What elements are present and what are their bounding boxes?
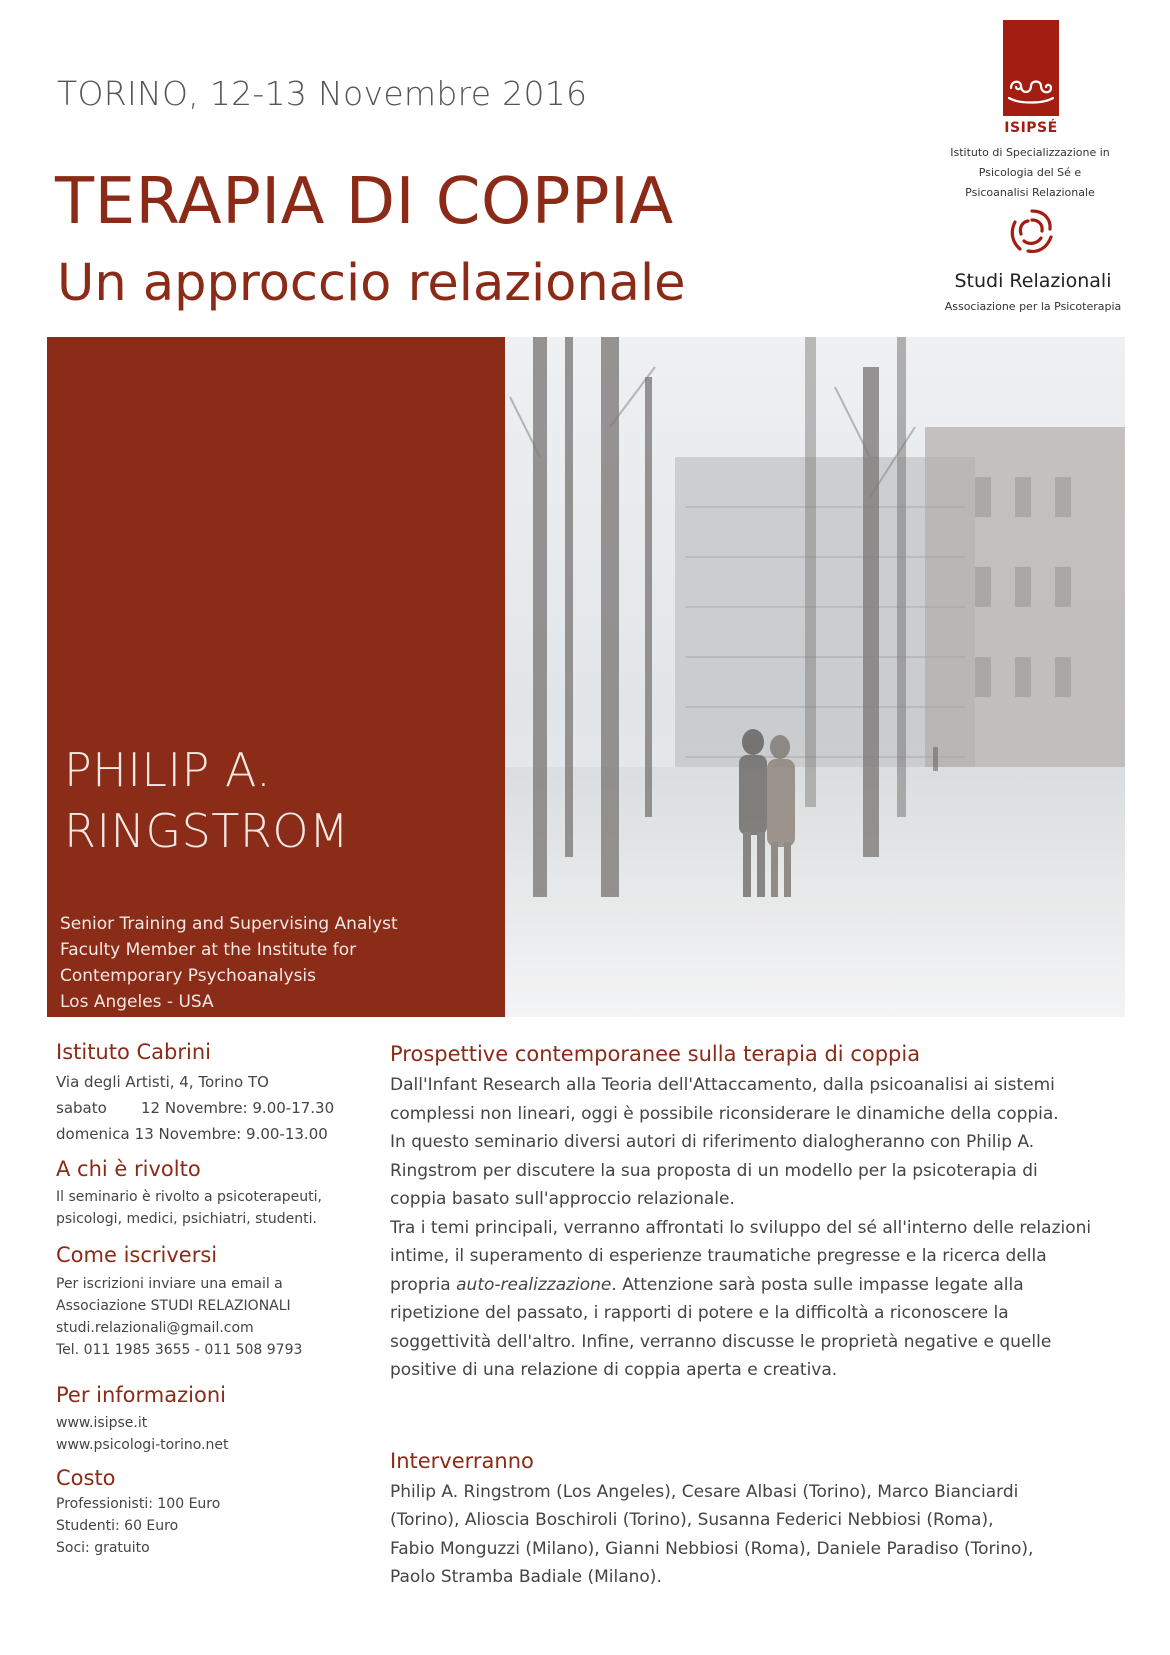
- info-links: [56, 1412, 366, 1456]
- audience-heading: A chi è rivolto: [56, 1157, 201, 1182]
- speaker-name: PHILIP A. RINGSTROM: [64, 743, 350, 858]
- isipse-logo: [1003, 20, 1059, 116]
- description-column: [390, 1042, 1095, 1592]
- isipse-description: Istituto di Specializzazione in Psicologia del Sé e Psicoanalisi Relazionale: [950, 146, 1110, 199]
- cost-heading: Costo: [56, 1465, 116, 1490]
- couple-in-park-photo: [505, 337, 1125, 1017]
- speakers-heading: Interverranno: [390, 1448, 534, 1473]
- page-title: TERAPIA DI COPPIA: [55, 165, 674, 239]
- description-heading: Prospettive contemporanee sulla terapia di coppia: [390, 1042, 921, 1066]
- venue-heading: Istituto Cabrini: [56, 1040, 211, 1064]
- audience-text: Il seminario è rivolto a psicoterapeuti, psicologi, medici, psichiatri, studenti.: [56, 1189, 322, 1228]
- studi-relazionali-description: Associazione per la Psicoterapia: [944, 300, 1122, 313]
- venue-address: Via degli Artisti, 4, Torino TO: [56, 1073, 269, 1092]
- schedule-row: sabato 12 Novembre: 9.00-17.30: [56, 1099, 335, 1118]
- speaker-credentials: Senior Training and Supervising Analyst Faculty Member at the Institute for Contemporary Psychoanalysis Los Angeles - USA: [60, 914, 398, 1012]
- psicologi-torino-link[interactable]: www.psicologi-torino.net: [56, 1436, 229, 1453]
- description-text: Dall'Infant Research alla Teoria dell'Attaccamento, dalla psicoanalisi ai sistemi complessi non lineari, oggi è possibile riconsiderare le dinamiche della coppia. In questo seminario diversi autori di riferimento dialogheranno con Philip A. Ringstrom per discutere la sua proposta di un modello per la psicoterapia di coppia basato sull'approccio relazionale. Tra i temi principali, verranno affrontati lo sviluppo del sé all'interno delle relazioni intime, il superamento di esperienze traumatiche pregresse e la ricerca della propria auto-realizzazione. Attenzione sarà posta sulle impasse legate alla ripetizione del passato, i rapporti di potere e la difficoltà a riconoscere la soggettività dell'altro. Infine, verranno discusse le proprietà negative e quelle positive di una relazione di coppia aperta e creativa.: [390, 1075, 1092, 1381]
- info-heading: Per informazioni: [56, 1382, 226, 1407]
- isipse-link[interactable]: www.isipse.it: [56, 1414, 148, 1431]
- registration-email[interactable]: studi.relazionali@gmail.com: [56, 1319, 254, 1336]
- studi-relazionali-name: Studi Relazionali: [954, 270, 1112, 292]
- isipse-name: ISIPSÉ: [1004, 120, 1058, 136]
- speakers-list: Philip A. Ringstrom (Los Angeles), Cesare Albasi (Torino), Marco Bianciardi (Torino), Alioscia Boschiroli (Torino), Susanna Federici Nebbiosi (Roma), Fabio Monguzzi (Milano), Gianni Nebbiosi (Roma), Daniele Paradiso (Torino), Paolo Stramba Badiale (Milano).: [390, 1481, 1034, 1588]
- info-column: [56, 1040, 366, 1559]
- page-subtitle: Un approccio relazionale: [57, 254, 686, 313]
- registration-text: Per iscrizioni inviare una email a Associazione STUDI RELAZIONALI studi.relazionali@gmail.com Tel. 011 1985 3655 - 011 508 9793: [56, 1273, 366, 1361]
- studi-relazionali-swirl-icon: [1007, 207, 1057, 257]
- isipse-spiral-icon: [1003, 20, 1059, 116]
- cost-text: Professionisti: 100 Euro Studenti: 60 Euro Soci: gratuito: [56, 1495, 221, 1556]
- venue-details: [56, 1069, 366, 1147]
- schedule-row: domenica 13 Novembre: 9.00-13.00: [56, 1125, 328, 1144]
- registration-heading: Come iscriversi: [56, 1243, 218, 1268]
- event-date: TORINO, 12-13 Novembre 2016: [57, 74, 588, 113]
- registration-phone: Tel. 011 1985 3655 - 011 508 9793: [56, 1341, 303, 1358]
